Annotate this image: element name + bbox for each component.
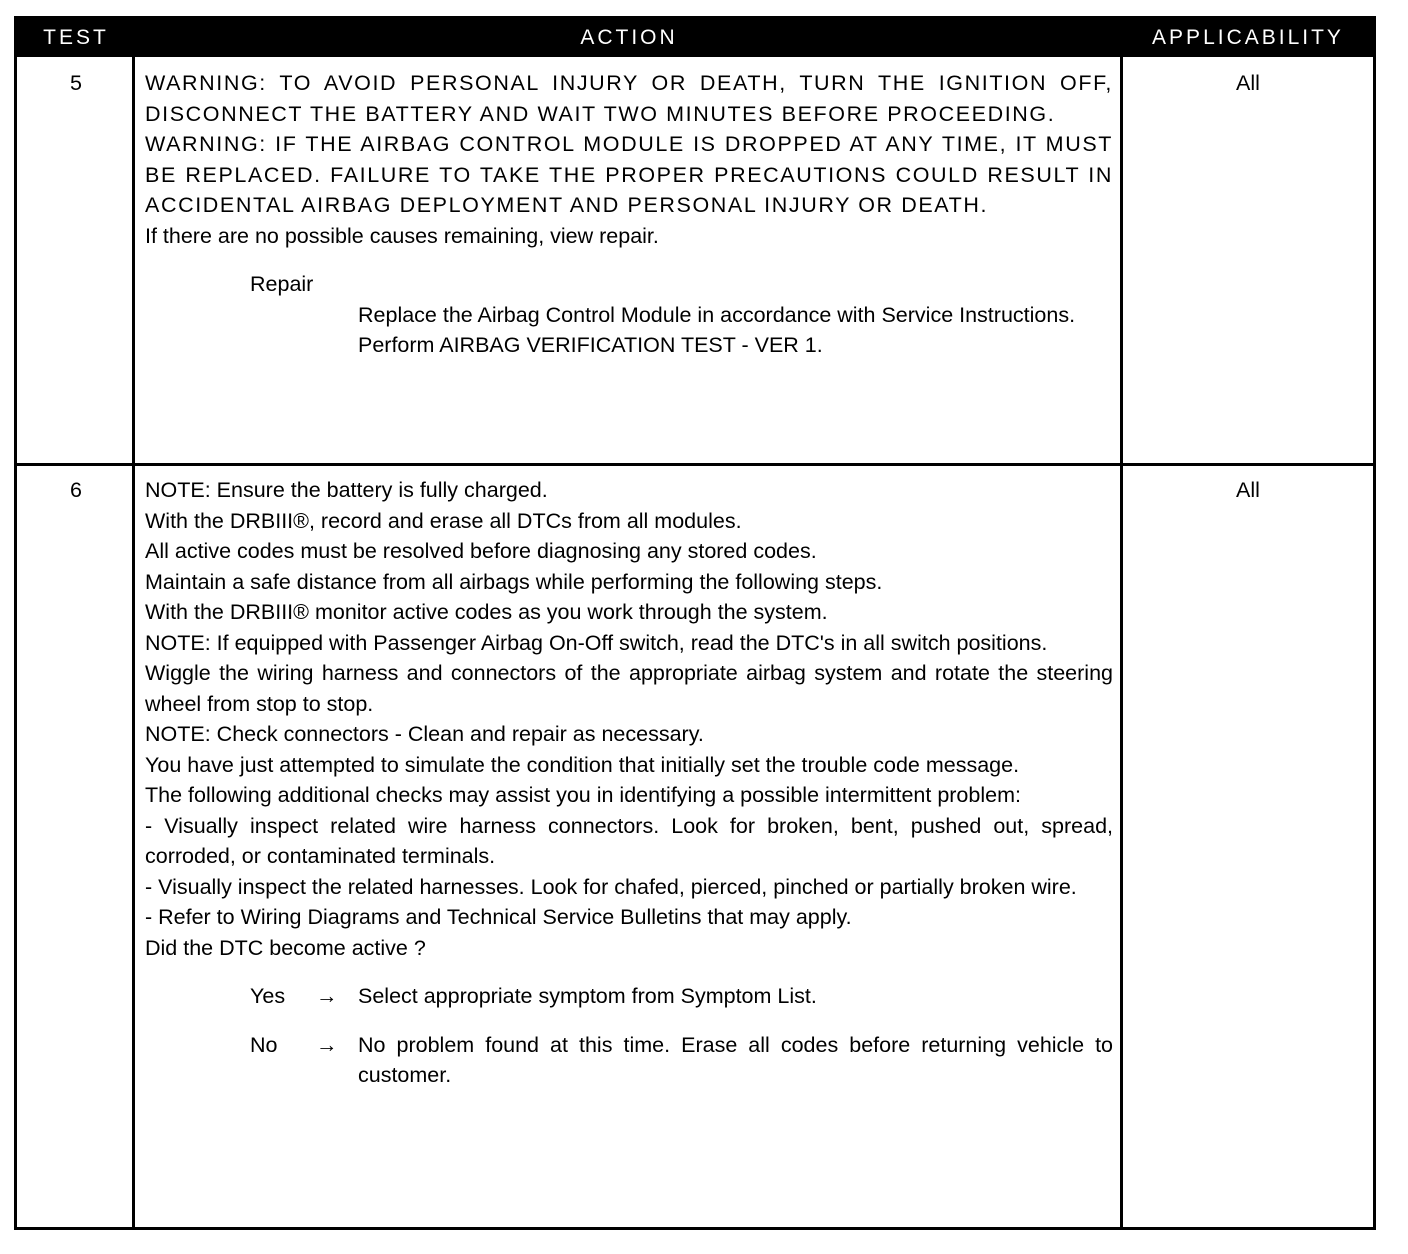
step-text: Wiggle the wiring harness and connectors of the appropriate airbag system and rotate the steering wheel from stop to stop. — [145, 661, 1113, 716]
step-text: With the DRBIII®, record and erase all DTCs from all modules. — [145, 508, 742, 533]
applicability-5: All — [1236, 71, 1260, 95]
table-header — [17, 19, 1373, 57]
no-label: No — [250, 1032, 278, 1057]
column-divider-test — [132, 57, 135, 1227]
step-text: - Visually inspect related wire harness connectors. Look for broken, bent, pushed out, spread, corroded, or contaminated terminals. — [145, 813, 1113, 868]
warning-text: WARNING: TO AVOID PERSONAL INJURY OR DEATH, TURN THE IGNITION OFF, DISCONNECT THE BATTERY AND WAIT TWO MINUTES BEFORE PROCEEDING. — [145, 71, 1113, 126]
question-text: Did the DTC become active ? — [145, 935, 426, 960]
warning-text: WARNING: IF THE AIRBAG CONTROL MODULE IS DROPPED AT ANY TIME, IT MUST BE REPLACED. FAILURE TO TAKE THE PROPER PRECAUTIONS COULD RESULT IN ACCIDENTAL AIRBAG DEPLOYMENT AND PERSONAL INJURY OR DEATH. — [145, 132, 1113, 217]
instruction-text: If there are no possible causes remaining, view repair. — [145, 223, 659, 248]
header-test: TEST — [43, 26, 109, 49]
applicability-6: All — [1236, 478, 1260, 502]
repair-step: Perform AIRBAG VERIFICATION TEST - VER 1. — [358, 333, 823, 357]
answer-no — [145, 1030, 1113, 1091]
step-text: NOTE: Ensure the battery is fully charged. — [145, 478, 548, 502]
repair-step: Replace the Airbag Control Module in accordance with Service Instructions. — [358, 302, 1076, 327]
arrow-right-icon: → — [316, 1032, 338, 1057]
step-text: All active codes must be resolved before diagnosing any stored codes. — [145, 539, 817, 563]
header-applicability: APPLICABILITY — [1152, 26, 1344, 49]
step-text: You have just attempted to simulate the condition that initially set the trouble code message. — [145, 752, 1020, 777]
step-text: NOTE: Check connectors - Clean and repair as necessary. — [145, 722, 704, 746]
column-divider-applicability — [1120, 57, 1123, 1227]
step-text: With the DRBIII® monitor active codes as you work through the system. — [145, 600, 828, 624]
yes-label: Yes — [250, 984, 286, 1008]
test-number-5: 5 — [70, 71, 82, 95]
action-cell-6 — [145, 475, 1113, 1091]
repair-label: Repair — [250, 272, 314, 296]
step-text: - Visually inspect the related harnesses. Look for chafed, pierced, pinched or partially broken wire. — [145, 874, 1077, 899]
action-cell-5 — [145, 68, 1113, 361]
header-action: ACTION — [580, 26, 678, 49]
test-number-6: 6 — [70, 478, 82, 502]
step-text: The following additional checks may assist you in identifying a possible intermittent problem: — [145, 783, 1021, 807]
step-text: Maintain a safe distance from all airbags while performing the following steps. — [145, 569, 883, 594]
arrow-right-icon: → — [316, 984, 338, 1008]
row-divider — [17, 463, 1373, 466]
step-text: NOTE: If equipped with Passenger Airbag On-Off switch, read the DTC's in all switch positions. — [145, 630, 1048, 655]
diagnostic-test-table — [14, 16, 1376, 1230]
yes-result: Select appropriate symptom from Symptom List. — [358, 984, 817, 1008]
answer-yes — [145, 981, 1113, 1012]
no-result: No problem found at this time. Erase all codes before returning vehicle to customer. — [358, 1032, 1113, 1087]
step-text: - Refer to Wiring Diagrams and Technical Service Bulletins that may apply. — [145, 905, 852, 929]
